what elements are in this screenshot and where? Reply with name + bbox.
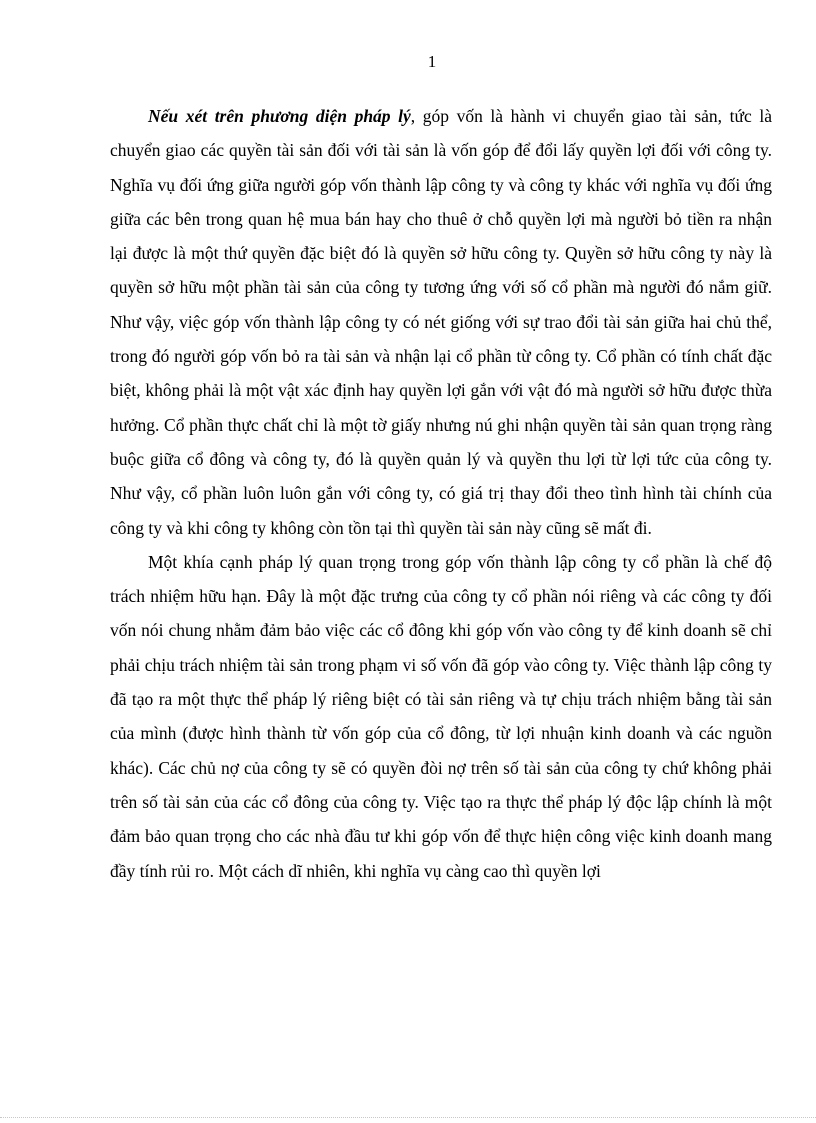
paragraph-legal-aspect [110, 99, 772, 545]
paragraph-limited-liability [110, 545, 772, 888]
page-bottom-divider [0, 1117, 816, 1118]
paragraph-text: Một khía cạnh pháp lý quan trọng trong góp vốn thành lập công ty cổ phần là chế độ trách nhiệm hữu hạn. Đây là một đặc trưng của công ty cổ phần nói riêng và các công ty đối vốn nói chung nhằm đảm bảo việc các cổ đông khi góp vốn vào công ty để kinh doanh sẽ chỉ phải chịu trách nhiệm tài sản trong phạm vi số vốn đã góp vào công ty. Việc thành lập công ty đã tạo ra một thực thể pháp lý riêng biệt có tài sản riêng và tự chịu trách nhiệm bằng tài sản của mình (được hình thành từ vốn góp của cổ đông, từ lợi nhuận kinh doanh và các nguồn khác). Các chủ nợ của công ty sẽ có quyền đòi nợ trên số tài sản của công ty chứ không phải trên số tài sản của các cổ đông của công ty. Việc tạo ra thực thể pháp lý độc lập chính là một đảm bảo quan trọng cho các nhà đầu tư khi góp vốn để thực hiện công việc kinh doanh mang đầy tính rủi ro. Một cách dĩ nhiên, khi nghĩa vụ càng cao thì quyền lợi [110, 551, 772, 881]
document-body [110, 99, 772, 888]
paragraph-text: , góp vốn là hành vi chuyển giao tài sản, tức là chuyển giao các quyền tài sản đối với tài sản là vốn góp để đổi lấy quyền lợi đối với công ty. Nghĩa vụ đối ứng giữa người góp vốn thành lập công ty và công ty khác với nghĩa vụ đối ứng giữa các bên trong quan hệ mua bán hay cho thuê ở chỗ quyền lợi mà người bỏ tiền ra nhận lại được là một thứ quyền đặc biệt đó là quyền sở hữu công ty. Quyền sở hữu công ty này là quyền sở hữu một phần tài sản của công ty tương ứng với số cổ phần mà người đó nắm giữ. Như vậy, việc góp vốn thành lập công ty có nét giống với sự trao đổi tài sản giữa hai chủ thể, trong đó người góp vốn bỏ ra tài sản và nhận lại cổ phần từ công ty. Cổ phần có tính chất đặc biệt, không phải là một vật xác định hay quyền lợi gắn với vật đó mà người sở hữu được thừa hưởng. Cổ phần thực chất chỉ là một tờ giấy nhưng nú ghi nhận quyền tài sản quan trọng ràng buộc giữa cổ đông và công ty, đó là quyền quản lý và quyền thu lợi từ lợi tức của công ty. Như vậy, cổ phần luôn luôn gắn với công ty, có giá trị thay đổi theo tình hình tài chính của công ty và khi công ty không còn tồn tại thì quyền tài sản này cũng sẽ mất đi. [110, 106, 772, 538]
page-number: 1 [427, 52, 437, 71]
paragraph-lead-phrase: Nếu xét trên phương diện pháp lý [148, 106, 411, 126]
